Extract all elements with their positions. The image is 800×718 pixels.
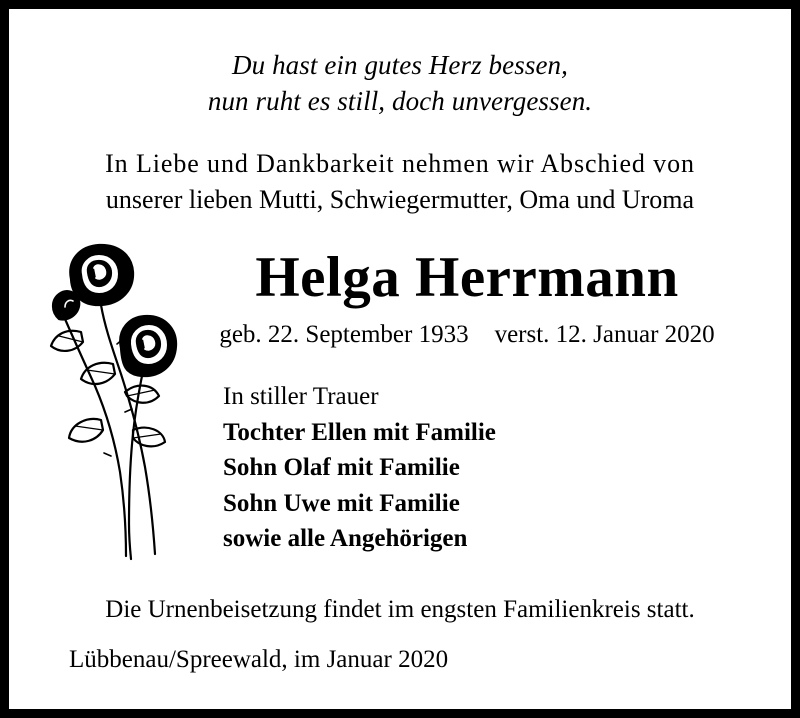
death-date: verst. 12. Januar 2020 xyxy=(494,321,715,349)
mourning-lead: In stiller Trauer xyxy=(223,383,379,411)
mourner-1: Tochter Ellen mit Familie xyxy=(223,418,496,446)
mourner-3: Sohn Uwe mit Familie xyxy=(223,489,460,517)
deceased-block xyxy=(187,245,747,350)
mourner-2: Sohn Olaf mit Familie xyxy=(223,454,460,482)
funeral-info: Die Urnenbeisetzung findet im engsten Familienkreis statt. xyxy=(105,595,695,623)
closing-block xyxy=(37,591,763,629)
deceased-name: Helga Herrmann xyxy=(255,245,679,309)
birth-date: geb. 22. September 1933 xyxy=(219,321,469,349)
mourners-block xyxy=(223,379,763,557)
intro-line-1: In Liebe und Dankbarkeit nehmen wir Abschied von xyxy=(105,148,695,178)
verse-line-2: nun ruht es still, doch unvergessen. xyxy=(207,86,593,117)
verse xyxy=(37,47,763,120)
place-and-date: Lübbenau/Spreewald, im Januar 2020 xyxy=(69,646,449,674)
intro-line-2: unserer lieben Mutti, Schwiegermutter, Oma und Uroma xyxy=(105,184,695,214)
rose-bouquet-icon xyxy=(25,224,200,569)
life-dates xyxy=(187,321,747,349)
mourner-4: sowie alle Angehörigen xyxy=(223,525,468,553)
notice-content xyxy=(9,9,791,709)
verse-line-1: Du hast ein gutes Herz bessen, xyxy=(232,50,568,80)
intro-text xyxy=(37,146,763,218)
